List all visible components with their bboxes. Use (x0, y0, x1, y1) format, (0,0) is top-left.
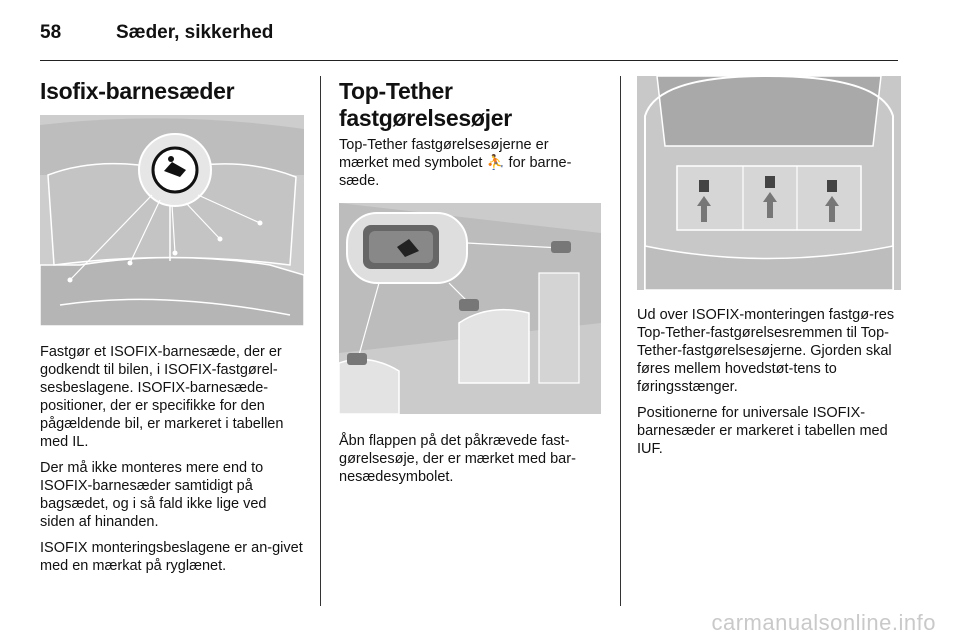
page-header (40, 18, 273, 48)
isofix-paragraph-1: Fastgør et ISOFIX-barnesæde, der er godkendt til bilen, i ISOFIX-fastgørel-sesbeslagene. ISOFIX-barnesæde-positioner, der er specifikke for den pågældende bil, er markeret i tabellen med IL. (40, 344, 284, 450)
section-heading-isofix: Isofix-barnesæder (40, 78, 235, 104)
chapter-title: Sæder, sikkerhed (116, 22, 274, 43)
column-top-tether (339, 72, 601, 494)
trunk-tether-illustration (637, 76, 901, 290)
column-tether-routing (637, 72, 901, 466)
top-tether-paragraph: Åbn flappen på det påkrævede fast-gørelsesøje, der er mærket med bar-nesædesymbolet. (339, 433, 576, 485)
isofix-paragraph-3: ISOFIX monteringsbeslagene er an-givet med en mærkat på ryglænet. (40, 540, 303, 574)
top-tether-intro: Top-Tether fastgørelsesøjerne er mærket med symbolet ⛹ for barne-sæde. (339, 137, 572, 189)
column-divider-2 (620, 76, 621, 606)
isofix-illustration (40, 115, 304, 326)
isofix-paragraph-2: Der må ikke monteres mere end to ISOFIX-barnesæder samtidigt på bagsædet, og i så fald ikke lige ved siden af hinanden. (40, 460, 267, 530)
section-heading-top-tether: Top-Tether fastgørelsesøjer (339, 78, 512, 131)
watermark: carmanualsonline.info (711, 610, 936, 635)
column-isofix (40, 72, 304, 583)
top-tether-illustration (339, 203, 601, 414)
page-number: 58 (40, 22, 62, 43)
tether-routing-paragraph-2: Positionerne for universale ISOFIX-barnesæder er markeret i tabellen med IUF. (637, 405, 888, 457)
column-divider-1 (320, 76, 321, 606)
header-divider (40, 60, 898, 61)
tether-routing-paragraph-1: Ud over ISOFIX-monteringen fastgø-res Top-Tether-fastgørelsesremmen til Top-Tether-fastgørelsesøjerne. Gjorden skal føres mellem hovedstøt-tens to føringsstænger. (637, 307, 895, 395)
